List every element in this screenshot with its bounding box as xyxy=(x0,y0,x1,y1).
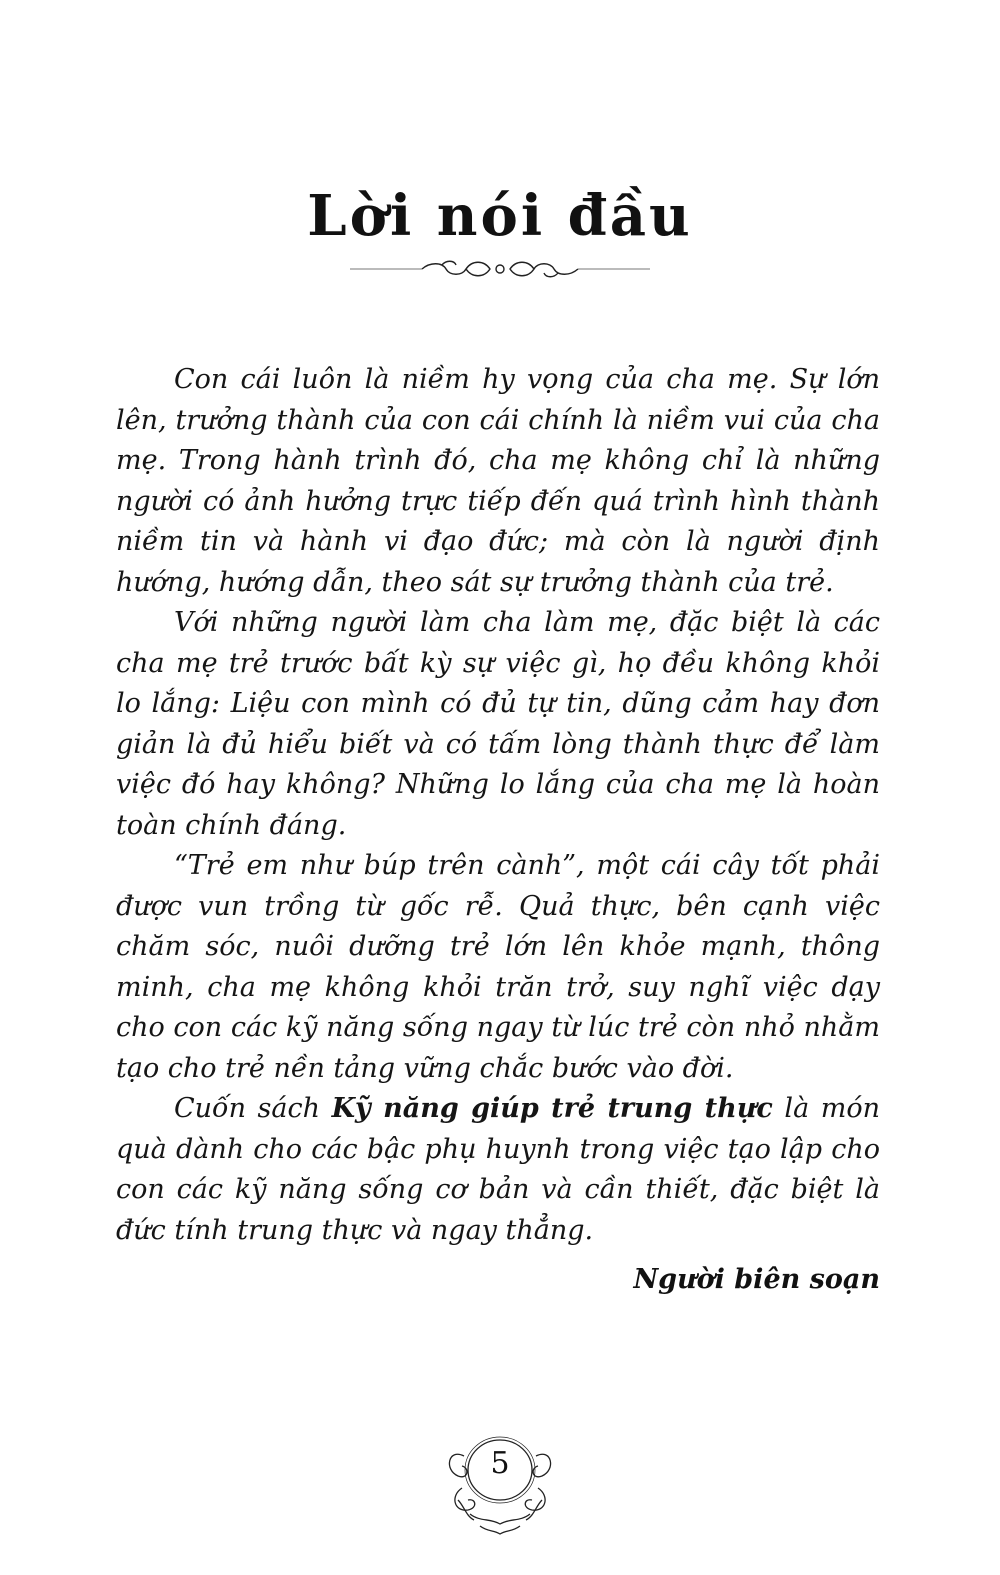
author-signature: Người biên soạn xyxy=(633,1264,880,1295)
paragraph-4-intro: Cuốn sách xyxy=(174,1093,332,1124)
book-title: Kỹ năng giúp trẻ trung thực xyxy=(331,1093,773,1124)
paragraph-1: Con cái luôn là niềm hy vọng của cha mẹ. Sự lớn lên, trưởng thành của con cái chính là niềm vui của cha mẹ. Trong hành trình đó, cha mẹ không chỉ là những người có ảnh hưởng trực tiếp đến quá trình hình thành niềm tin và hành vi đạo đức; mà còn là người định hướng, hướng dẫn, theo sát sự trưởng thành của trẻ. xyxy=(116,364,880,598)
paragraph-2: Với những người làm cha làm mẹ, đặc biệt là các cha mẹ trẻ trước bất kỳ sự việc gì, họ đều không khỏi lo lắng: Liệu con mình có đủ tự tin, dũng cảm hay đơn giản là đủ hiểu biết và có tấm lòng thành thực để làm việc đó hay không? Những lo lắng của cha mẹ là hoàn toàn chính đáng. xyxy=(116,607,880,841)
paragraph-3: “Trẻ em như búp trên cành”, một cái cây tốt phải được vun trồng từ gốc rễ. Quả thực, bên cạnh việc chăm sóc, nuôi dưỡng trẻ lớn lên khỏe mạnh, thông minh, cha mẹ không khỏi trăn trở, suy nghĩ việc dạy cho con các kỹ năng sống ngay từ lúc trẻ còn nhỏ nhằm tạo cho trẻ nền tảng vững chắc bước vào đời. xyxy=(116,850,880,1084)
page-title: Lời nói đầu xyxy=(307,183,693,249)
paragraph-4-rest: là món quà dành cho các bậc phụ huynh trong việc tạo lập cho con các kỹ năng sống cơ bản và cần thiết, đặc biệt là đức tính trung thực và ngay thẳng. xyxy=(116,1093,880,1246)
title-divider-ornament xyxy=(350,256,650,282)
paragraph-4 xyxy=(116,1089,880,1251)
foreword-body xyxy=(116,360,880,1251)
page-number: 5 xyxy=(490,1446,510,1481)
page-number-ornament xyxy=(440,1426,560,1542)
